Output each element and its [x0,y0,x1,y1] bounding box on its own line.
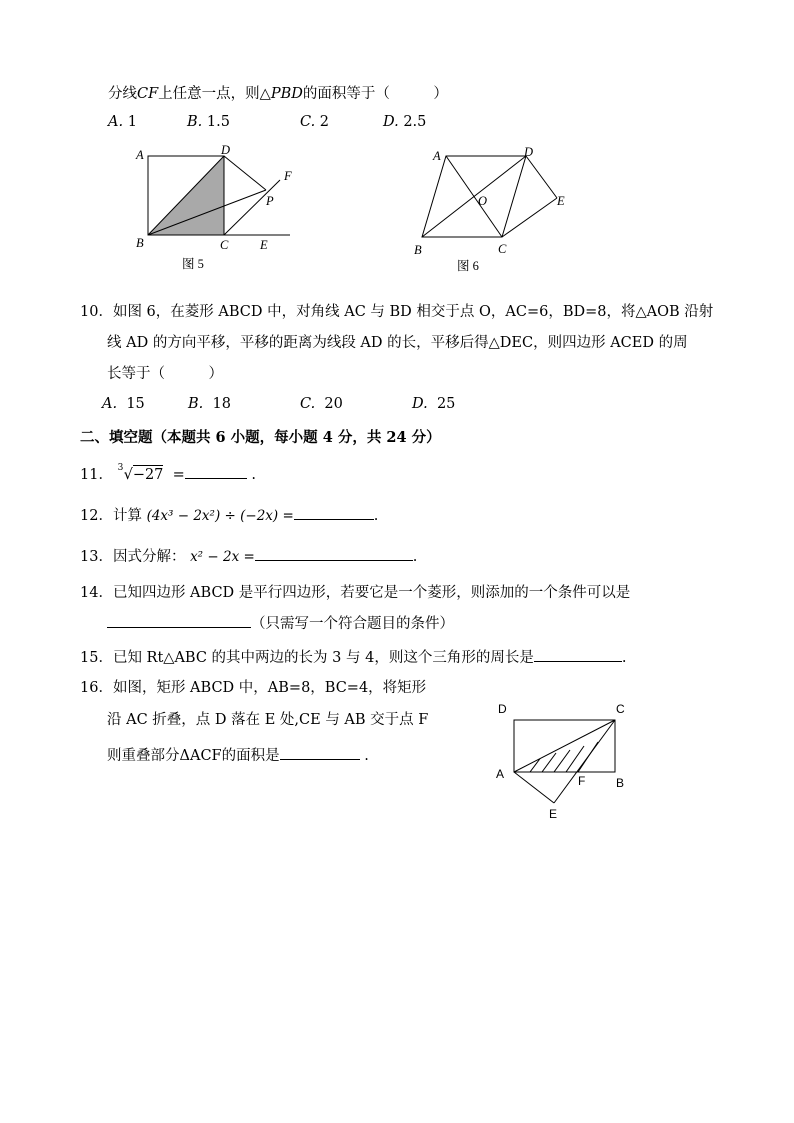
q16-line3: 则重叠部分ΔACF的面积是 . [107,744,369,765]
q12-expression: (4x³ − 2x²) ÷ (−2x) = [146,508,294,524]
segment-ae [514,772,554,803]
q9-option-b[interactable]: B. 1.5 [187,114,230,130]
label-b: B [616,776,625,790]
q11-answer-blank[interactable] [185,464,247,479]
q13-answer-blank[interactable] [255,546,413,561]
segment-ec [502,198,557,237]
hatch-triangle-acf [530,728,612,772]
label-b: B [136,236,144,250]
q10-line3: 长等于（ ） [107,366,223,382]
label-f: F [578,774,586,788]
figure-16 [490,698,660,828]
q9-continuation: 分线CF上任意一点，则△PBD的面积等于（ ） [108,86,448,102]
diagonal-bd [422,156,526,237]
q9-option-c[interactable]: C. 2 [300,114,330,130]
radical-index: 3 [117,463,124,473]
label-p: P [266,194,274,208]
cube-root-expression [117,463,164,483]
q12: 12．计算 (4x³ − 2x²) ÷ (−2x) = . [80,504,378,525]
label-c: C [220,238,229,252]
q13-expression: x² − 2x = [190,549,255,565]
q14-line2: （只需写一个符合题目的条件） [107,612,454,633]
q10-line1: 10．如图 6，在菱形 ABCD 中，对角线 AC 与 BD 相交于点 O，AC=6，BD=8，将△AOB 沿射 [80,304,714,320]
q13: 13．因式分解： x² − 2x = . [80,545,417,566]
label-b: B [414,243,422,257]
figure-5 [130,140,330,280]
radicand: −27 [132,467,164,483]
label-d: D [524,145,534,159]
q10-option-d[interactable]: D. 25 [412,396,456,412]
q10-line2: 线 AD 的方向平移，平移的距离为线段 AD 的长，平移后得△DEC，则四边形 ACED 的周 [107,335,688,351]
label-f: F [284,169,292,183]
shaded-triangle-dp [224,156,266,202]
q16-answer-blank[interactable] [280,745,360,760]
q15-answer-blank[interactable] [534,647,622,662]
label-o: O [478,194,488,208]
figure-5-caption: 图 5 [182,257,204,271]
radical-sign: √ [123,467,133,483]
q9-option-a[interactable]: A. 1 [108,114,137,130]
label-c: C [616,702,625,716]
q10-option-b[interactable]: B. 18 [188,396,231,412]
label-d: D [498,702,507,716]
q14-answer-blank[interactable] [107,613,251,628]
q14-line1: 14．已知四边形 ABCD 是平行四边形，若要它是一个菱形，则添加的一个条件可以是 [80,585,631,601]
label-e: E [549,807,558,821]
section-2-title: 二、填空题（本题共 6 小题，每小题 4 分，共 24 分） [80,429,441,446]
q16-line2: 沿 AC 折叠，点 D 落在 E 处,CE 与 AB 交于点 F [107,712,429,728]
label-a: A [433,149,441,163]
label-d: D [221,143,231,157]
label-a: A [136,148,144,162]
q9-option-d[interactable]: D. 2.5 [383,114,427,130]
figure-6 [410,142,590,282]
q16-line1: 16．如图，矩形 ABCD 中，AB=8，BC=4，将矩形 [80,680,427,696]
q11: 11． 3 √−27 = . [80,463,257,483]
q10-option-c[interactable]: C. 20 [300,396,343,412]
fold-line-ac [514,720,615,772]
label-a: A [496,767,505,781]
label-e: E [557,194,565,208]
label-e: E [260,238,268,252]
q10-option-a[interactable]: A. 15 [102,396,145,412]
figure-6-caption: 图 6 [457,259,479,273]
q12-answer-blank[interactable] [294,505,374,520]
label-c: C [498,242,507,256]
segment-de [526,156,557,198]
q15: 15．已知 Rt△ABC 的其中两边的长为 3 与 4，则这个三角形的周长是 . [80,646,626,667]
